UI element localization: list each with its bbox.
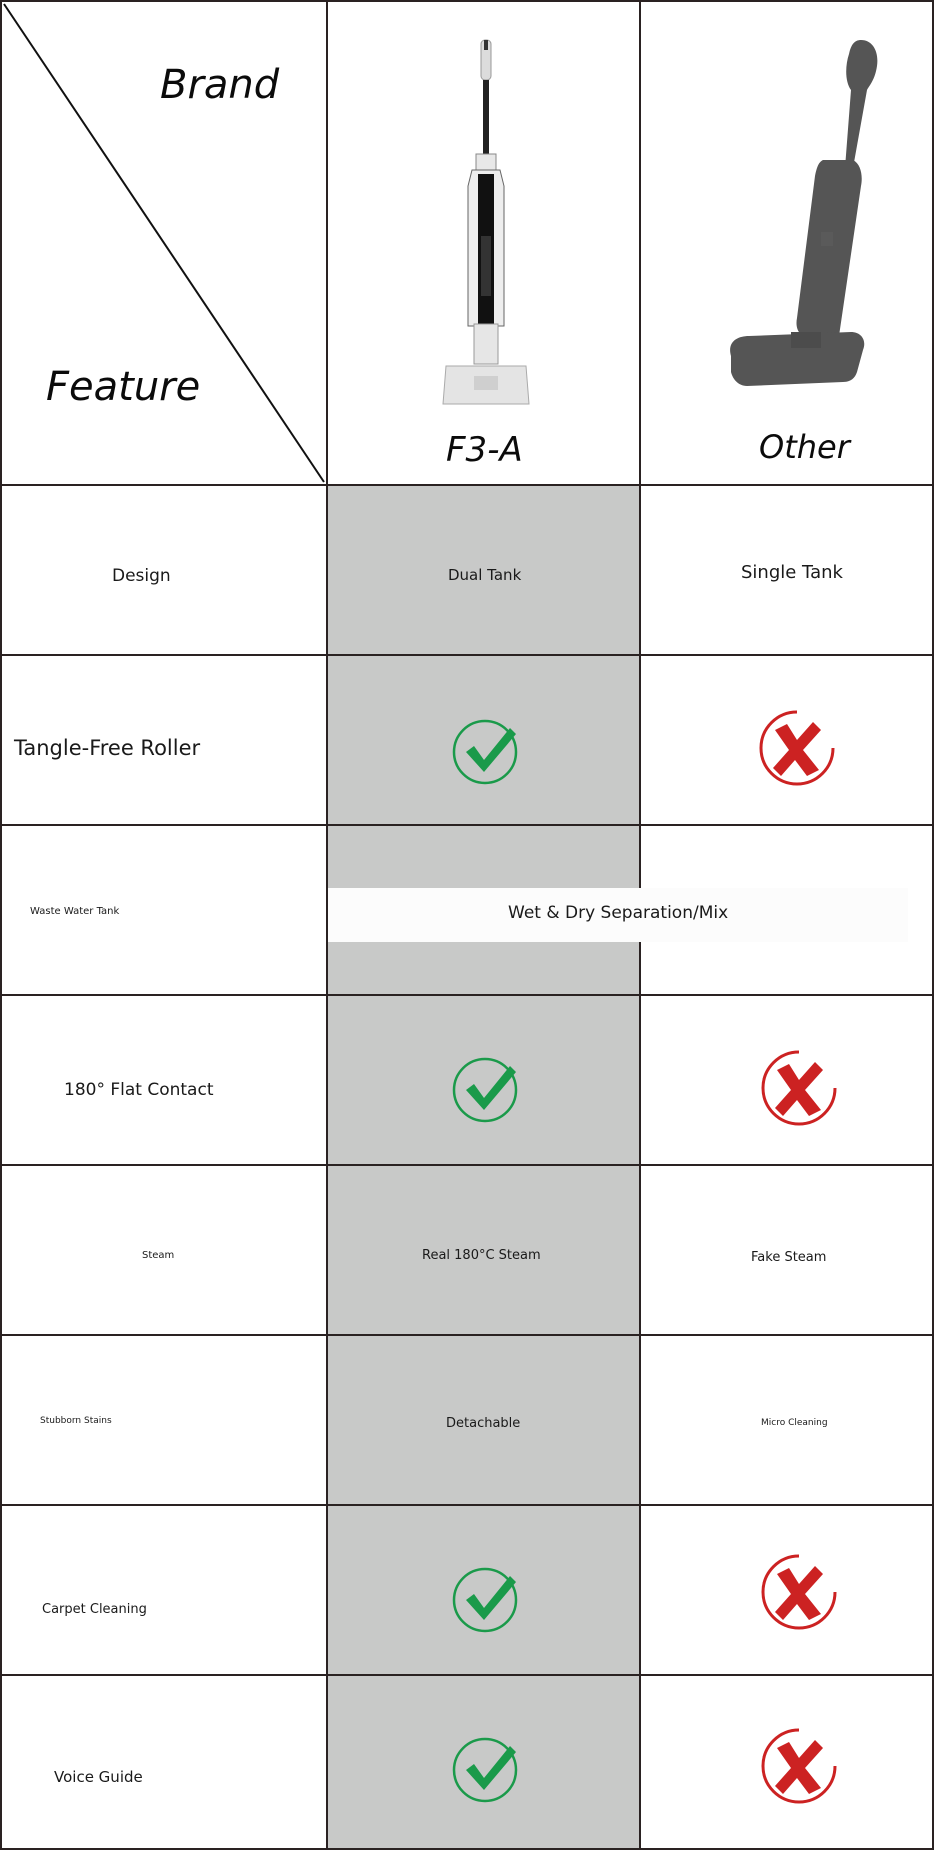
- feature-label-carpet: Carpet Cleaning: [42, 1602, 147, 1617]
- x-circle-icon: [759, 1048, 839, 1128]
- merged-value-banner: [328, 888, 908, 942]
- merged-value-waste-water: Wet & Dry Separation/Mix: [508, 903, 729, 923]
- other-cell-flat-contact: [639, 994, 934, 1166]
- product-name: F3-A: [446, 430, 523, 470]
- x-circle-icon: [759, 1726, 839, 1806]
- feature-cell-tangle-free: [0, 654, 328, 826]
- other-cell-stubborn-stains: [639, 1334, 934, 1506]
- f3a-cell-stubborn-stains: [326, 1334, 641, 1506]
- f3a-value-design: Dual Tank: [448, 566, 522, 584]
- feature-label-flat-contact: 180° Flat Contact: [64, 1080, 214, 1100]
- header-corner-cell: [0, 0, 328, 486]
- other-name: Other: [759, 428, 850, 466]
- check-circle-icon: [452, 1564, 522, 1634]
- feature-label-steam: Steam: [142, 1250, 175, 1261]
- other-value-stubborn-stains: Micro Cleaning: [761, 1418, 828, 1428]
- feature-cell-design: [0, 484, 328, 656]
- feature-cell-flat-contact: [0, 994, 328, 1166]
- x-circle-icon: [759, 1552, 839, 1632]
- feature-cell-steam: [0, 1164, 328, 1336]
- f3a-cell-steam: [326, 1164, 641, 1336]
- other-product-silhouette: [711, 36, 891, 416]
- f3a-value-steam: Real 180°C Steam: [422, 1248, 541, 1263]
- f3a-value-stubborn-stains: Detachable: [446, 1416, 521, 1431]
- feature-label-waste-water: Waste Water Tank: [30, 906, 120, 917]
- other-cell-carpet: [639, 1504, 934, 1676]
- feature-label-voice-guide: Voice Guide: [54, 1768, 143, 1786]
- feature-label-tangle-free: Tangle-Free Roller: [14, 736, 201, 760]
- check-circle-icon: [452, 1734, 522, 1804]
- feature-label-design: Design: [112, 566, 171, 586]
- other-cell-design: [639, 484, 934, 656]
- f3a-product-image: [426, 36, 546, 416]
- header-product-cell: [326, 0, 641, 486]
- feature-cell-stubborn-stains: [0, 1334, 328, 1506]
- f3a-cell-carpet: [326, 1504, 641, 1676]
- check-circle-icon: [452, 716, 522, 786]
- f3a-cell-flat-contact: [326, 994, 641, 1166]
- other-value-steam: Fake Steam: [751, 1250, 827, 1265]
- other-cell-steam: [639, 1164, 934, 1336]
- other-cell-voice-guide: [639, 1674, 934, 1850]
- feature-label: Feature: [46, 364, 201, 410]
- other-value-design: Single Tank: [741, 562, 843, 583]
- f3a-cell-voice-guide: [326, 1674, 641, 1850]
- feature-label-stubborn-stains: Stubborn Stains: [40, 1416, 112, 1426]
- brand-label: Brand: [160, 62, 280, 108]
- feature-cell-carpet: [0, 1504, 328, 1676]
- check-circle-icon: [452, 1054, 522, 1124]
- x-circle-icon: [757, 708, 837, 788]
- feature-cell-voice-guide: [0, 1674, 328, 1850]
- f3a-cell-design: [326, 484, 641, 656]
- feature-cell-waste-water: [0, 824, 328, 996]
- other-cell-tangle-free: [639, 654, 934, 826]
- f3a-cell-tangle-free: [326, 654, 641, 826]
- header-other-cell: [639, 0, 934, 486]
